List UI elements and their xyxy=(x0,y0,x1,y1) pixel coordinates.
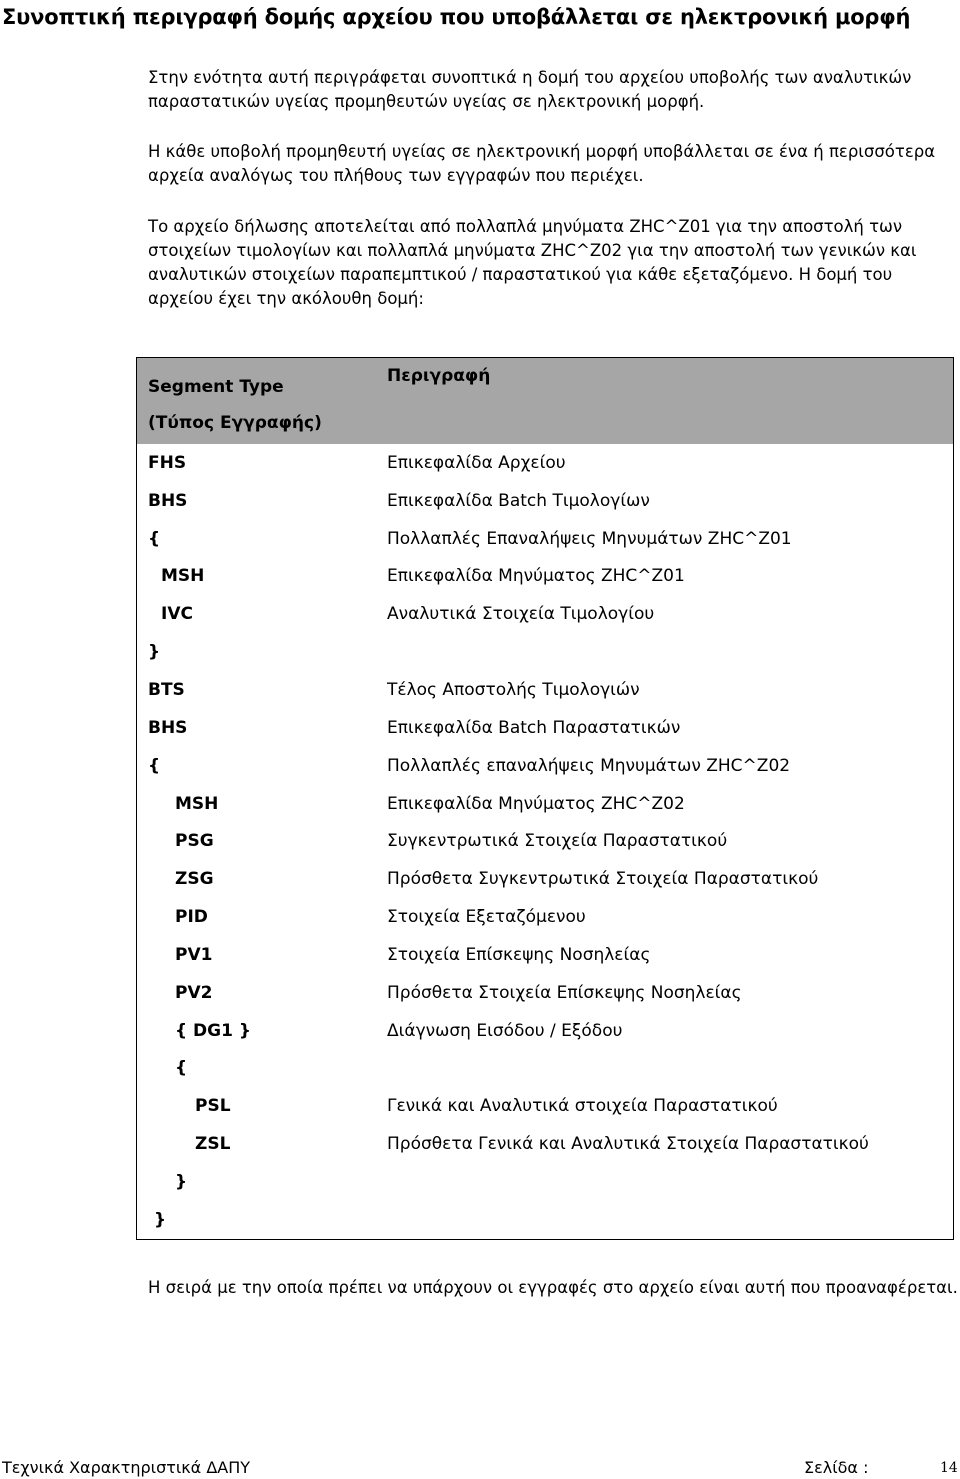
table-row xyxy=(137,709,954,747)
segment-description: Επικεφαλίδα Μηνύματος ZHC^Z02 xyxy=(387,793,685,814)
segment-description xyxy=(375,633,954,671)
order-note-paragraph: Η σειρά με την οποία πρέπει να υπάρχουν οι εγγραφές στο αρχείο είναι αυτή που προαναφέρεται. xyxy=(148,1278,958,1297)
segment-description: Πρόσθετα Συγκεντρωτικά Στοιχεία Παραστατικού xyxy=(387,869,819,890)
header-record-type-label: (Τύπος Εγγραφής) xyxy=(148,413,322,433)
segment-code: { xyxy=(148,755,161,776)
segment-description: Πολλαπλές Επαναλήψεις Μηνυμάτων ZHC^Z01 xyxy=(387,528,792,549)
segment-description: Πρόσθετα Στοιχεία Επίσκεψης Νοσηλείας xyxy=(387,982,742,1003)
segment-code: FHS xyxy=(148,452,187,473)
table-row xyxy=(137,1087,954,1125)
segment-code: BHS xyxy=(148,717,188,738)
table-row xyxy=(137,444,954,482)
segment-code: } xyxy=(175,1171,188,1192)
segment-description: Στοιχεία Εξεταζόμενου xyxy=(387,907,586,928)
segment-description: Επικεφαλίδα Αρχείου xyxy=(387,452,566,473)
footer-page-label: Σελίδα : xyxy=(804,1458,869,1477)
header-segment-type-label: Segment Type xyxy=(148,377,284,397)
segment-code: ZSL xyxy=(195,1134,231,1155)
segment-description: Επικεφαλίδα Μηνύματος ZHC^Z01 xyxy=(387,566,685,587)
table-row xyxy=(137,898,954,936)
segment-description: Πρόσθετα Γενικά και Αναλυτικά Στοιχεία Παραστατικού xyxy=(387,1134,869,1155)
table-row xyxy=(137,558,954,596)
table-row xyxy=(137,936,954,974)
segment-description xyxy=(375,1163,954,1201)
segment-code: PSL xyxy=(195,1096,231,1117)
segment-code: } xyxy=(154,1209,167,1230)
segment-description xyxy=(375,1050,954,1088)
segment-code: BHS xyxy=(148,490,188,511)
segment-code: BTS xyxy=(148,679,185,700)
table-row xyxy=(137,860,954,898)
table-row xyxy=(137,822,954,860)
segment-code: ZSG xyxy=(175,869,214,890)
table-row xyxy=(137,482,954,520)
segment-description: Τέλος Αποστολής Τιμολογιών xyxy=(387,679,640,700)
table-row xyxy=(137,520,954,558)
table-row xyxy=(137,1012,954,1050)
segment-description: Διάγνωση Εισόδου / Εξόδου xyxy=(387,1020,623,1041)
segment-description: Στοιχεία Επίσκεψης Νοσηλείας xyxy=(387,944,651,965)
segment-code: { DG1 } xyxy=(175,1020,251,1041)
structure-paragraph: Το αρχείο δήλωσης αποτελείται από πολλαπλά μηνύματα ZHC^Z01 για την αποστολή των στοιχείων τιμολογίων και πολλαπλά μηνύματα ZHC^Z02 για την αποστολή των γενικών και αναλυτικών στοιχείων παραπεμπτικού / παραστατικού για κάθε εξεταζόμενο. Η δομή του αρχείου έχει την ακόλουθη δομή: xyxy=(148,217,917,308)
segment-code: IVC xyxy=(161,604,193,625)
segment-description xyxy=(375,1201,954,1239)
segment-code: PSG xyxy=(175,831,214,852)
submission-paragraph: Η κάθε υποβολή προμηθευτή υγείας σε ηλεκτρονική μορφή υποβάλλεται σε ένα ή περισσότερα αρχεία αναλόγως του πλήθους των εγγραφών που περιέχει. xyxy=(148,142,936,185)
segment-description: Γενικά και Αναλυτικά στοιχεία Παραστατικού xyxy=(387,1096,778,1117)
header-description: Περιγραφή xyxy=(375,358,954,445)
table-row xyxy=(137,785,954,823)
table-row xyxy=(137,633,954,671)
segment-code: { xyxy=(175,1058,188,1079)
table-header-row xyxy=(137,358,954,445)
table-row xyxy=(137,1050,954,1088)
segment-description: Συγκεντρωτικά Στοιχεία Παραστατικού xyxy=(387,831,728,852)
table-row xyxy=(137,671,954,709)
table-row xyxy=(137,1125,954,1163)
page-title: Συνοπτική περιγραφή δομής αρχείου που υποβάλλεται σε ηλεκτρονική μορφή xyxy=(2,5,911,29)
segment-code: PID xyxy=(175,907,208,928)
footer-page-number: 14 xyxy=(940,1460,958,1476)
header-segment-type xyxy=(137,358,376,445)
segment-description: Αναλυτικά Στοιχεία Τιμολογίου xyxy=(387,604,655,625)
table-row xyxy=(137,1201,954,1239)
table-row xyxy=(137,1163,954,1201)
segment-code: PV1 xyxy=(175,944,213,965)
table-row xyxy=(137,595,954,633)
segment-code: PV2 xyxy=(175,982,213,1003)
segment-description: Πολλαπλές επαναλήψεις Μηνυμάτων ZHC^Z02 xyxy=(387,755,791,776)
segment-code: { xyxy=(148,528,161,549)
segment-code: } xyxy=(148,642,161,663)
segment-description: Επικεφαλίδα Batch Τιμολογίων xyxy=(387,490,650,511)
segment-description: Επικεφαλίδα Batch Παραστατικών xyxy=(387,717,681,738)
segment-code: MSH xyxy=(161,566,205,587)
footer-document-title: Τεχνικά Χαρακτηριστικά ΔΑΠΥ xyxy=(2,1458,251,1477)
intro-paragraph: Στην ενότητα αυτή περιγράφεται συνοπτικά η δομή του αρχείου υποβολής των αναλυτικών παραστατικών υγείας προμηθευτών υγείας σε ηλεκτρονική μορφή. xyxy=(148,68,912,111)
segment-structure-table xyxy=(136,357,954,1240)
table-row xyxy=(137,974,954,1012)
segment-code: MSH xyxy=(175,793,219,814)
table-row xyxy=(137,747,954,785)
